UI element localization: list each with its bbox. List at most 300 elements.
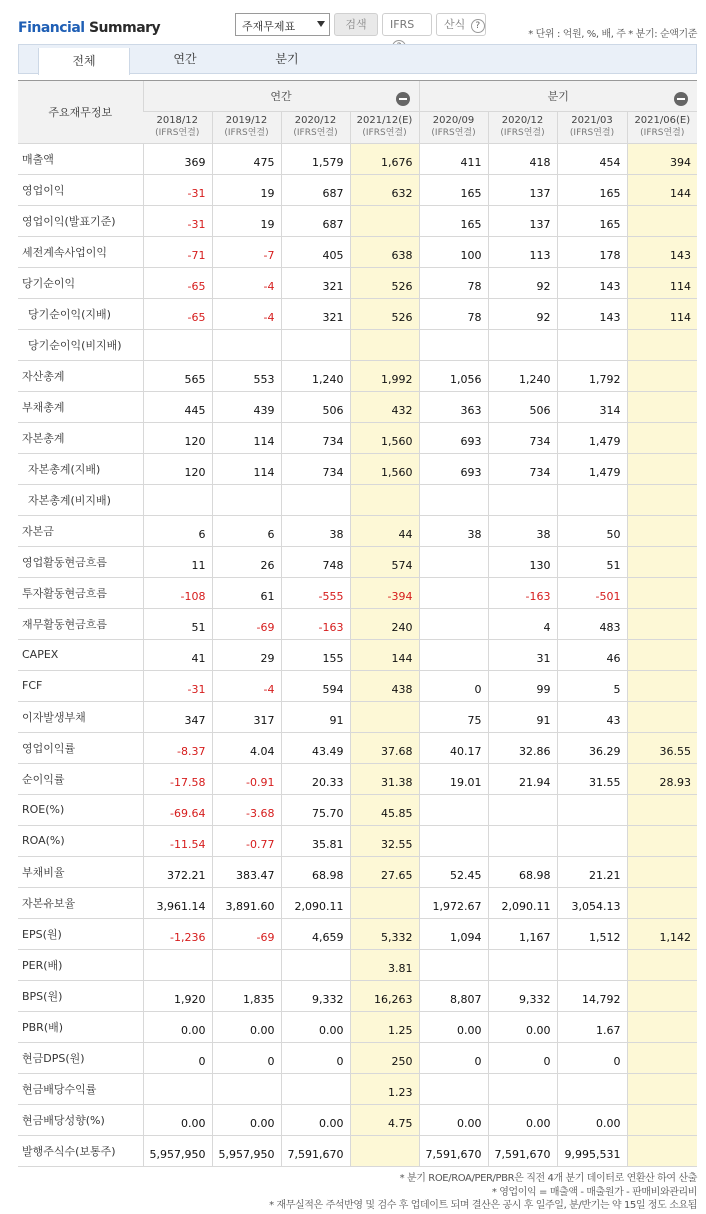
table-cell: 0.00 xyxy=(488,1011,557,1042)
table-cell: 5,332 xyxy=(350,918,419,949)
table-cell xyxy=(627,205,697,236)
table-cell: 321 xyxy=(281,267,350,298)
table-cell: 2,090.11 xyxy=(488,887,557,918)
table-cell: 734 xyxy=(488,422,557,453)
table-cell: 165 xyxy=(419,174,488,205)
table-cell: 0 xyxy=(419,670,488,701)
table-cell xyxy=(627,794,697,825)
row-label: EPS(원) xyxy=(18,918,143,949)
table-cell: 6 xyxy=(212,515,281,546)
table-cell: 14,792 xyxy=(557,980,627,1011)
table-cell: 574 xyxy=(350,546,419,577)
table-cell: 7,591,670 xyxy=(488,1135,557,1166)
footnotes xyxy=(269,1172,697,1213)
table-cell xyxy=(419,577,488,608)
table-cell: 445 xyxy=(143,391,212,422)
tab-all[interactable]: 전체 xyxy=(38,48,130,75)
table-cell: 0.00 xyxy=(212,1104,281,1135)
table-cell: 734 xyxy=(281,422,350,453)
table-cell: 314 xyxy=(557,391,627,422)
table-cell: 687 xyxy=(281,205,350,236)
collapse-annual-icon[interactable] xyxy=(396,92,410,106)
table-row xyxy=(18,1073,697,1104)
table-cell: 1,240 xyxy=(281,360,350,391)
table-cell: -7 xyxy=(212,236,281,267)
table-cell: -163 xyxy=(488,577,557,608)
unit-note: * 단위 : 억원, %, 배, 주 * 분기: 순액기준 xyxy=(528,29,697,40)
table-row xyxy=(18,143,697,174)
table-cell: 19.01 xyxy=(419,763,488,794)
table-cell xyxy=(557,949,627,980)
table-cell xyxy=(143,1073,212,1104)
period-label: 2021/03 xyxy=(571,115,613,126)
table-cell xyxy=(627,1011,697,1042)
period-label: 2019/12 xyxy=(225,115,268,126)
row-label: 자본총계(지배) xyxy=(18,453,143,484)
table-cell: -69 xyxy=(212,918,281,949)
table-cell: 19 xyxy=(212,174,281,205)
table-cell: 565 xyxy=(143,360,212,391)
table-cell xyxy=(627,1042,697,1073)
row-label: 재무활동현금흐름 xyxy=(18,608,143,639)
table-cell xyxy=(419,329,488,360)
table-cell: 5,957,950 xyxy=(143,1135,212,1166)
table-cell: 165 xyxy=(419,205,488,236)
table-cell xyxy=(557,484,627,515)
table-cell: 32.55 xyxy=(350,825,419,856)
table-cell: 143 xyxy=(557,298,627,329)
table-cell: 78 xyxy=(419,298,488,329)
table-row xyxy=(18,732,697,763)
row-label: 영업이익률 xyxy=(18,732,143,763)
page-title xyxy=(18,20,160,36)
collapse-quarter-icon[interactable] xyxy=(674,92,688,106)
period-label: 2021/12(E) xyxy=(356,115,413,126)
table-cell: 240 xyxy=(350,608,419,639)
row-label: PER(배) xyxy=(18,949,143,980)
table-cell: 3.81 xyxy=(350,949,419,980)
period-header xyxy=(488,111,557,143)
table-row xyxy=(18,174,697,205)
table-cell xyxy=(627,887,697,918)
table-cell xyxy=(212,1073,281,1104)
table-cell: 68.98 xyxy=(281,856,350,887)
row-label: 자산총계 xyxy=(18,360,143,391)
table-cell: 16,263 xyxy=(350,980,419,1011)
table-cell: -0.91 xyxy=(212,763,281,794)
period-header xyxy=(419,111,488,143)
table-cell xyxy=(627,1073,697,1104)
table-row xyxy=(18,1042,697,1073)
table-cell: 130 xyxy=(488,546,557,577)
table-cell xyxy=(557,825,627,856)
table-cell: 638 xyxy=(350,236,419,267)
table-cell: 144 xyxy=(627,174,697,205)
row-label: CAPEX xyxy=(18,639,143,670)
table-cell: 44 xyxy=(350,515,419,546)
table-cell: -11.54 xyxy=(143,825,212,856)
table-cell: 432 xyxy=(350,391,419,422)
table-cell: 1,056 xyxy=(419,360,488,391)
table-cell: 178 xyxy=(557,236,627,267)
table-cell xyxy=(627,329,697,360)
table-cell xyxy=(143,949,212,980)
table-row xyxy=(18,267,697,298)
table-cell xyxy=(557,794,627,825)
table-cell xyxy=(627,546,697,577)
table-cell xyxy=(627,825,697,856)
table-cell: 5 xyxy=(557,670,627,701)
formula-help-button[interactable] xyxy=(436,13,486,36)
table-cell: 506 xyxy=(281,391,350,422)
table-cell: 0 xyxy=(488,1042,557,1073)
table-cell: 38 xyxy=(488,515,557,546)
row-label: 영업활동현금흐름 xyxy=(18,546,143,577)
table-cell xyxy=(212,949,281,980)
table-cell: 0.00 xyxy=(419,1011,488,1042)
row-label: 세전계속사업이익 xyxy=(18,236,143,267)
period-basis: (IFRS연결) xyxy=(569,128,615,138)
table-row xyxy=(18,453,697,484)
chevron-down-icon xyxy=(317,21,325,27)
footnote: * 분기 ROE/ROA/PER/PBR은 직전 4개 분기 데이터로 연환산 하여 산출 xyxy=(399,1173,697,1184)
table-cell: 78 xyxy=(419,267,488,298)
table-cell: 46 xyxy=(557,639,627,670)
row-label: 부채총계 xyxy=(18,391,143,422)
table-cell: 418 xyxy=(488,143,557,174)
table-cell: 483 xyxy=(557,608,627,639)
group-header-annual xyxy=(143,81,419,111)
table-cell: 31 xyxy=(488,639,557,670)
table-row xyxy=(18,701,697,732)
table-row xyxy=(18,887,697,918)
table-cell xyxy=(281,329,350,360)
table-row xyxy=(18,825,697,856)
table-cell: 1,142 xyxy=(627,918,697,949)
table-row xyxy=(18,639,697,670)
table-cell xyxy=(627,360,697,391)
table-cell xyxy=(350,1135,419,1166)
table-row xyxy=(18,546,697,577)
table-cell: 1,560 xyxy=(350,422,419,453)
table-cell xyxy=(627,484,697,515)
table-cell: 3,054.13 xyxy=(557,887,627,918)
table-cell: 120 xyxy=(143,453,212,484)
table-cell: 26 xyxy=(212,546,281,577)
row-label: FCF xyxy=(18,670,143,701)
row-label: 당기순이익(지배) xyxy=(18,298,143,329)
table-cell: -555 xyxy=(281,577,350,608)
footnote: * 재무실적은 주석반영 및 검수 후 업데이트 되며 결산은 공시 후 일주일, 분/반기는 약 15일 정도 소요됨 xyxy=(269,1200,697,1211)
table-cell: 36.55 xyxy=(627,732,697,763)
table-cell: -501 xyxy=(557,577,627,608)
table-cell: 19 xyxy=(212,205,281,236)
table-cell: 1,512 xyxy=(557,918,627,949)
table-cell: 27.65 xyxy=(350,856,419,887)
ifrs-help-button[interactable] xyxy=(382,13,432,36)
table-cell: 1,992 xyxy=(350,360,419,391)
table-cell: -4 xyxy=(212,298,281,329)
table-row xyxy=(18,1135,697,1166)
period-basis: (IFRS연결) xyxy=(224,128,269,138)
period-label: 2020/12 xyxy=(294,115,337,126)
table-cell: 1,835 xyxy=(212,980,281,1011)
table-cell: 144 xyxy=(350,639,419,670)
table-cell xyxy=(627,949,697,980)
row-label: 자본유보율 xyxy=(18,887,143,918)
table-cell: 114 xyxy=(627,298,697,329)
period-label: 2020/12 xyxy=(501,115,544,126)
table-cell: 41 xyxy=(143,639,212,670)
table-cell: 594 xyxy=(281,670,350,701)
period-label: 2018/12 xyxy=(156,115,199,126)
table-cell xyxy=(419,825,488,856)
table-cell: 28.93 xyxy=(627,763,697,794)
table-cell: 1.25 xyxy=(350,1011,419,1042)
table-cell: 693 xyxy=(419,422,488,453)
tab-annual[interactable]: 연간 xyxy=(173,52,197,66)
table-cell: -17.58 xyxy=(143,763,212,794)
table-row xyxy=(18,608,697,639)
table-cell xyxy=(557,1073,627,1104)
table-cell: 91 xyxy=(281,701,350,732)
table-cell: 155 xyxy=(281,639,350,670)
table-cell: -69.64 xyxy=(143,794,212,825)
statement-type-value: 주재무제표 xyxy=(242,20,296,33)
table-cell: 1,792 xyxy=(557,360,627,391)
table-cell: 1,094 xyxy=(419,918,488,949)
table-cell: 2,090.11 xyxy=(281,887,350,918)
table-cell: 372.21 xyxy=(143,856,212,887)
table-cell: 0.00 xyxy=(212,1011,281,1042)
table-row xyxy=(18,236,697,267)
table-cell: 165 xyxy=(557,174,627,205)
ifrs-label: IFRS xyxy=(390,18,415,31)
table-cell: -163 xyxy=(281,608,350,639)
table-cell: 438 xyxy=(350,670,419,701)
table-cell xyxy=(419,546,488,577)
table-cell: 1,579 xyxy=(281,143,350,174)
table-cell: 114 xyxy=(627,267,697,298)
statement-type-select[interactable] xyxy=(235,13,330,36)
period-header xyxy=(350,111,419,143)
table-cell: 0 xyxy=(419,1042,488,1073)
table-cell xyxy=(419,639,488,670)
table-cell: 38 xyxy=(281,515,350,546)
table-cell: 113 xyxy=(488,236,557,267)
row-label: 자본총계 xyxy=(18,422,143,453)
table-cell xyxy=(488,949,557,980)
table-cell: 7,591,670 xyxy=(419,1135,488,1166)
table-cell: 45.85 xyxy=(350,794,419,825)
table-cell: 1,560 xyxy=(350,453,419,484)
table-cell xyxy=(143,329,212,360)
table-cell: 1,479 xyxy=(557,453,627,484)
table-cell xyxy=(627,422,697,453)
period-basis: (IFRS연결) xyxy=(431,128,476,138)
table-row xyxy=(18,205,697,236)
row-label: 순이익률 xyxy=(18,763,143,794)
table-cell xyxy=(557,329,627,360)
period-header xyxy=(143,111,212,143)
table-cell xyxy=(419,1073,488,1104)
table-cell: 405 xyxy=(281,236,350,267)
table-row xyxy=(18,1104,697,1135)
table-cell: 31.55 xyxy=(557,763,627,794)
table-cell: 687 xyxy=(281,174,350,205)
row-label: ROE(%) xyxy=(18,794,143,825)
table-row xyxy=(18,484,697,515)
table-cell xyxy=(627,639,697,670)
table-cell: 394 xyxy=(627,143,697,174)
table-cell: 347 xyxy=(143,701,212,732)
table-cell: 5,957,950 xyxy=(212,1135,281,1166)
group-annual-label: 연간 xyxy=(270,89,292,103)
table-cell: 100 xyxy=(419,236,488,267)
table-cell: 1,920 xyxy=(143,980,212,1011)
table-cell: 120 xyxy=(143,422,212,453)
table-row xyxy=(18,980,697,1011)
formula-label: 산식 xyxy=(444,18,466,31)
search-button[interactable]: 검색 xyxy=(334,13,378,36)
table-cell: 38 xyxy=(419,515,488,546)
table-cell: -108 xyxy=(143,577,212,608)
period-header xyxy=(627,111,697,143)
table-cell: 0 xyxy=(143,1042,212,1073)
table-cell: -31 xyxy=(143,670,212,701)
table-cell xyxy=(488,825,557,856)
table-cell: -65 xyxy=(143,298,212,329)
table-cell xyxy=(627,577,697,608)
table-cell: -31 xyxy=(143,205,212,236)
table-row xyxy=(18,515,697,546)
table-body xyxy=(18,143,697,1166)
header-bar xyxy=(0,0,706,44)
row-label: 부채비율 xyxy=(18,856,143,887)
table-cell: 526 xyxy=(350,298,419,329)
table-cell: 1,240 xyxy=(488,360,557,391)
table-cell: 0.00 xyxy=(419,1104,488,1135)
table-cell: 32.86 xyxy=(488,732,557,763)
period-header xyxy=(212,111,281,143)
table-cell: 165 xyxy=(557,205,627,236)
table-cell xyxy=(627,1104,697,1135)
table-cell: 43 xyxy=(557,701,627,732)
table-cell: -0.77 xyxy=(212,825,281,856)
title-summary: Summary xyxy=(88,20,161,36)
table-cell xyxy=(488,1073,557,1104)
table-cell xyxy=(419,608,488,639)
table-cell: 21.94 xyxy=(488,763,557,794)
group-quarter-label: 분기 xyxy=(547,89,569,103)
table-cell: 137 xyxy=(488,205,557,236)
table-cell: 43.49 xyxy=(281,732,350,763)
table-cell: 50 xyxy=(557,515,627,546)
table-cell: -4 xyxy=(212,267,281,298)
table-cell: 4,659 xyxy=(281,918,350,949)
table-cell xyxy=(627,856,697,887)
table-row xyxy=(18,360,697,391)
row-label: 영업이익(발표기준) xyxy=(18,205,143,236)
table-cell: 9,332 xyxy=(488,980,557,1011)
table-cell: 75 xyxy=(419,701,488,732)
table-row xyxy=(18,794,697,825)
table-cell xyxy=(281,484,350,515)
row-label: PBR(배) xyxy=(18,1011,143,1042)
table-cell xyxy=(281,1073,350,1104)
table-cell: 92 xyxy=(488,267,557,298)
table-cell: 52.45 xyxy=(419,856,488,887)
table-cell: 92 xyxy=(488,298,557,329)
footnote: * 영업이익 = 매출액 - 매출원가 - 판매비와관리비 xyxy=(491,1186,697,1198)
table-cell xyxy=(488,794,557,825)
table-cell xyxy=(419,949,488,980)
table-row xyxy=(18,422,697,453)
table-cell xyxy=(350,887,419,918)
table-cell: 506 xyxy=(488,391,557,422)
table-cell: 748 xyxy=(281,546,350,577)
table-cell: 0 xyxy=(281,1042,350,1073)
table-cell: 36.29 xyxy=(557,732,627,763)
row-label: 당기순이익(비지배) xyxy=(18,329,143,360)
table-cell xyxy=(350,329,419,360)
table-cell: -71 xyxy=(143,236,212,267)
table-cell xyxy=(627,670,697,701)
table-cell: 35.81 xyxy=(281,825,350,856)
period-basis: (IFRS연결) xyxy=(155,128,200,138)
corner-header: 주요재무정보 xyxy=(18,81,143,143)
table-row xyxy=(18,391,697,422)
period-basis: (IFRS연결) xyxy=(293,128,338,138)
period-label: 2020/09 xyxy=(432,115,475,126)
table-cell: 0 xyxy=(212,1042,281,1073)
table-row xyxy=(18,763,697,794)
table-cell xyxy=(627,980,697,1011)
table-cell xyxy=(488,484,557,515)
table-row xyxy=(18,949,697,980)
table-cell: -3.68 xyxy=(212,794,281,825)
table-cell: 369 xyxy=(143,143,212,174)
table-cell: 29 xyxy=(212,639,281,670)
title-financial: Financial xyxy=(18,20,85,36)
table-cell: 21.21 xyxy=(557,856,627,887)
table-cell: 363 xyxy=(419,391,488,422)
table-cell: 31.38 xyxy=(350,763,419,794)
table-cell: 734 xyxy=(488,453,557,484)
table-cell: 1,479 xyxy=(557,422,627,453)
table-row xyxy=(18,918,697,949)
table-cell: 475 xyxy=(212,143,281,174)
table-cell: -65 xyxy=(143,267,212,298)
table-cell: 321 xyxy=(281,298,350,329)
financial-summary-table xyxy=(18,80,697,1167)
row-label: 매출액 xyxy=(18,143,143,174)
table-cell: 0.00 xyxy=(143,1011,212,1042)
table-cell: 40.17 xyxy=(419,732,488,763)
question-icon: ? xyxy=(471,19,485,33)
row-label: 투자활동현금흐름 xyxy=(18,577,143,608)
row-label: 발행주식수(보통주) xyxy=(18,1135,143,1166)
row-label: ROA(%) xyxy=(18,825,143,856)
table-cell: 61 xyxy=(212,577,281,608)
table-cell: 0.00 xyxy=(281,1011,350,1042)
period-basis: (IFRS연결) xyxy=(640,128,685,138)
table-cell xyxy=(281,949,350,980)
table-cell: 51 xyxy=(557,546,627,577)
tab-quarter[interactable]: 분기 xyxy=(275,52,299,66)
period-tabs xyxy=(18,44,697,74)
table-cell: 0.00 xyxy=(143,1104,212,1135)
